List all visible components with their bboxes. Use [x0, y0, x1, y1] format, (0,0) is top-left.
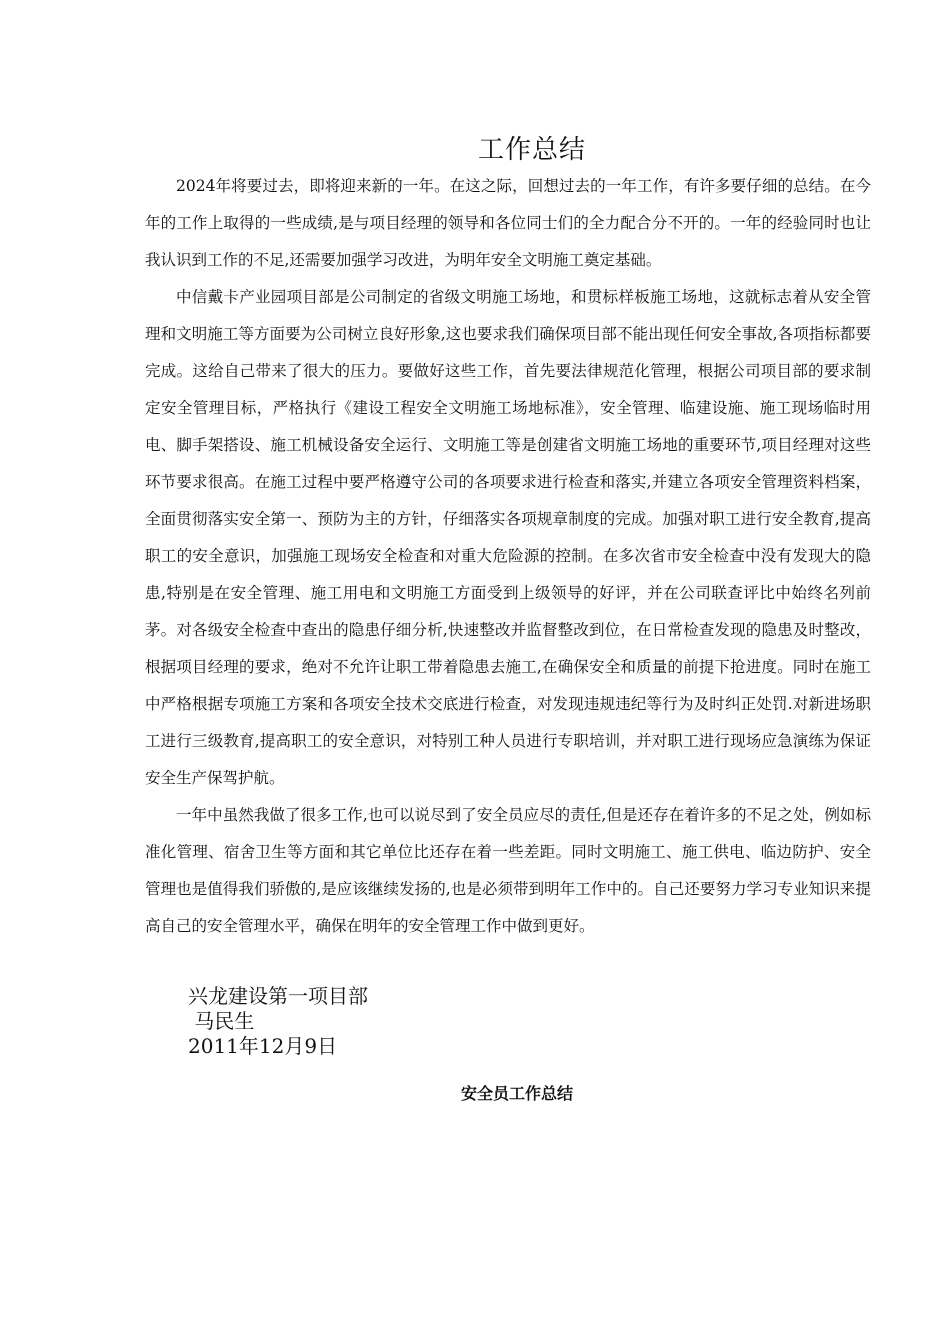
document-title: 工作总结	[477, 135, 586, 165]
paragraph-intro: 2024年将要过去，即将迎来新的一年。在这之际，回想过去的一年工作，有许多要仔细的总结。在今年的工作上取得的一些成绩,是与项目经理的领导和各位同士们的全力配合分不开的。一年的经验同时也让我认识到工作的不足,还需要加强学习改进，为明年安全文明施工奠定基础。	[145, 177, 871, 269]
next-section-title: 安全员工作总结	[460, 1084, 573, 1103]
signature-organization: 兴龙建设第一项目部	[188, 984, 368, 1008]
signature-block	[188, 984, 368, 1059]
signature-date: 2011年12月9日	[188, 1034, 338, 1058]
signature-name: 马民生	[188, 1009, 255, 1033]
paragraph-project-work: 中信戴卡产业园项目部是公司制定的省级文明施工场地，和贯标样板施工场地，这就标志着从安全管理和文明施工等方面要为公司树立良好形象,这也要求我们确保项目部不能出现任何安全事故,各项指标都要完成。这给自己带来了很大的压力。要做好这些工作，首先要法律规范化管理，根据公司项目部的要求制定安全管理目标，严格执行《建设工程安全文明施工场地标准》，安全管理、临建设施、施工现场临时用电、脚手架搭设、施工机械设备安全运行、文明施工等是创建省文明施工场地的重要环节,项目经理对这些环节要求很高。在施工过程中要严格遵守公司的各项要求进行检查和落实,并建立各项安全管理资料档案，全面贯彻落实安全第一、预防为主的方针，仔细落实各项规章制度的完成。加强对职工进行安全教育,提高职工的安全意识，加强施工现场安全检查和对重大危险源的控制。在多次省市安全检查中没有发现大的隐患,特别是在安全管理、施工用电和文明施工方面受到上级领导的好评，并在公司联查评比中始终名列前茅。对各级安全检查中查出的隐患仔细分析,快速整改并监督整改到位，在日常检查发现的隐患及时整改，根据项目经理的要求，绝对不允许让职工带着隐患去施工,在确保安全和质量的前提下抢进度。同时在施工中严格根据专项施工方案和各项安全技术交底进行检查，对发现违规违纪等行为及时纠正处罚.对新进场职工进行三级教育,提高职工的安全意识，对特别工种人员进行专职培训，并对职工进行现场应急演练为保证安全生产保驾护航。	[145, 288, 871, 787]
document-body	[145, 168, 871, 945]
paragraph-conclusion: 一年中虽然我做了很多工作,也可以说尽到了安全员应尽的责任,但是还存在着许多的不足之处，例如标准化管理、宿舍卫生等方面和其它单位比还存在着一些差距。同时文明施工、施工供电、临边防护、安全管理也是值得我们骄傲的,是应该继续发扬的,也是必须带到明年工作中的。自己还要努力学习专业知识来提高自己的安全管理水平，确保在明年的安全管理工作中做到更好。	[145, 806, 871, 935]
